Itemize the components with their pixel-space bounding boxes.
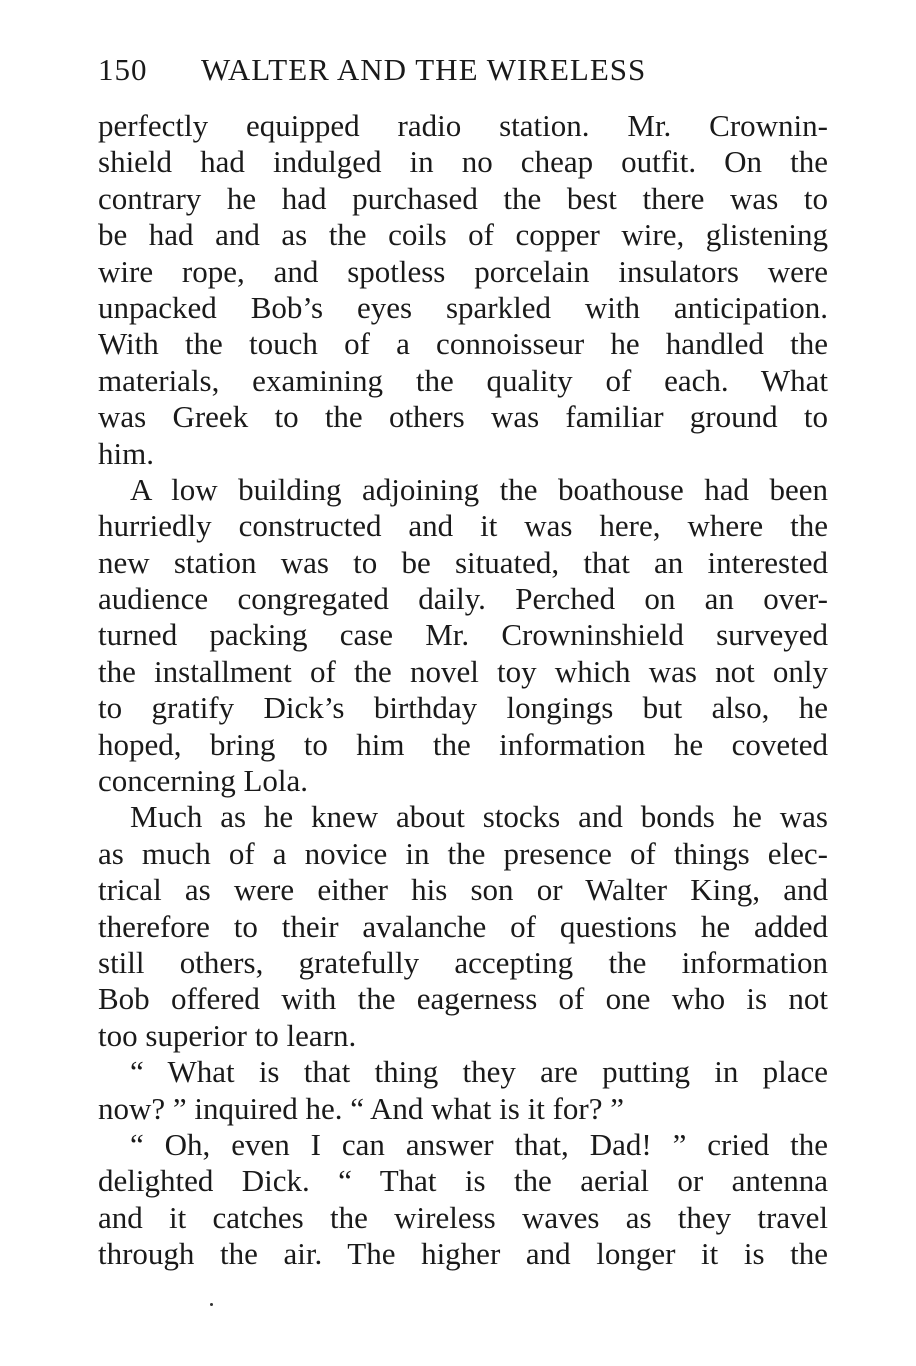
text-line: therefore to their avalanche of questions he added — [98, 908, 828, 944]
body-text — [98, 108, 828, 1273]
text-line: hurriedly constructed and it was here, where the — [98, 508, 828, 544]
text-line: now? ” inquired he. “ And what is it for? ” — [98, 1090, 624, 1126]
text-line: him. — [98, 435, 154, 471]
text-line: delighted Dick. “ That is the aerial or antenna — [98, 1163, 828, 1199]
text-line: Bob offered with the eagerness of one who is not — [98, 981, 828, 1017]
text-line: “ Oh, even I can answer that, Dad! ” cried the — [130, 1126, 828, 1162]
text-line: With the touch of a connoisseur he handled the — [98, 326, 828, 362]
text-line: trical as were either his son or Walter King, and — [98, 872, 828, 908]
text-line: wire rope, and spotless porcelain insulators were — [98, 253, 828, 289]
text-line: still others, gratefully accepting the information — [98, 944, 828, 980]
text-line: concerning Lola. — [98, 763, 309, 799]
text-line: through the air. The higher and longer it is the — [98, 1236, 828, 1272]
text-line: as much of a novice in the presence of things elec- — [98, 835, 828, 871]
text-line: and it catches the wireless waves as they travel — [98, 1199, 828, 1235]
text-line: unpacked Bob’s eyes sparkled with anticipation. — [98, 289, 828, 325]
text-line: A low building adjoining the boathouse had been — [130, 471, 828, 507]
paragraph — [98, 1127, 828, 1273]
print-speck — [210, 1303, 213, 1306]
text-line: “ What is that thing they are putting in place — [130, 1054, 828, 1090]
paragraph — [98, 108, 828, 472]
text-line: shield had indulged in no cheap outfit. On the — [98, 144, 828, 180]
text-line: contrary he had purchased the best there was to — [98, 180, 828, 216]
text-line: to gratify Dick’s birthday longings but also, he — [98, 690, 828, 726]
text-line: new station was to be situated, that an interested — [98, 544, 828, 580]
paragraph — [98, 472, 828, 800]
text-line: perfectly equipped radio station. Mr. Crownin- — [98, 108, 828, 143]
paragraph — [98, 1054, 828, 1127]
text-line: audience congregated daily. Perched on an over- — [98, 581, 828, 617]
text-line: too superior to learn. — [98, 1017, 357, 1053]
text-line: turned packing case Mr. Crowninshield surveyed — [98, 617, 828, 653]
running-title: WALTER AND THE WIRELESS — [201, 52, 647, 87]
text-line: hoped, bring to him the information he coveted — [98, 726, 828, 762]
paragraph — [98, 799, 828, 1054]
page-number: 150 — [98, 52, 148, 87]
text-line: materials, examining the quality of each. What — [98, 362, 828, 398]
text-line: be had and as the coils of copper wire, glistening — [98, 217, 828, 253]
text-line: was Greek to the others was familiar ground to — [98, 399, 828, 435]
page-header — [98, 52, 828, 96]
text-line: the installment of the novel toy which was not only — [98, 653, 828, 689]
text-line: Much as he knew about stocks and bonds he was — [130, 799, 828, 835]
